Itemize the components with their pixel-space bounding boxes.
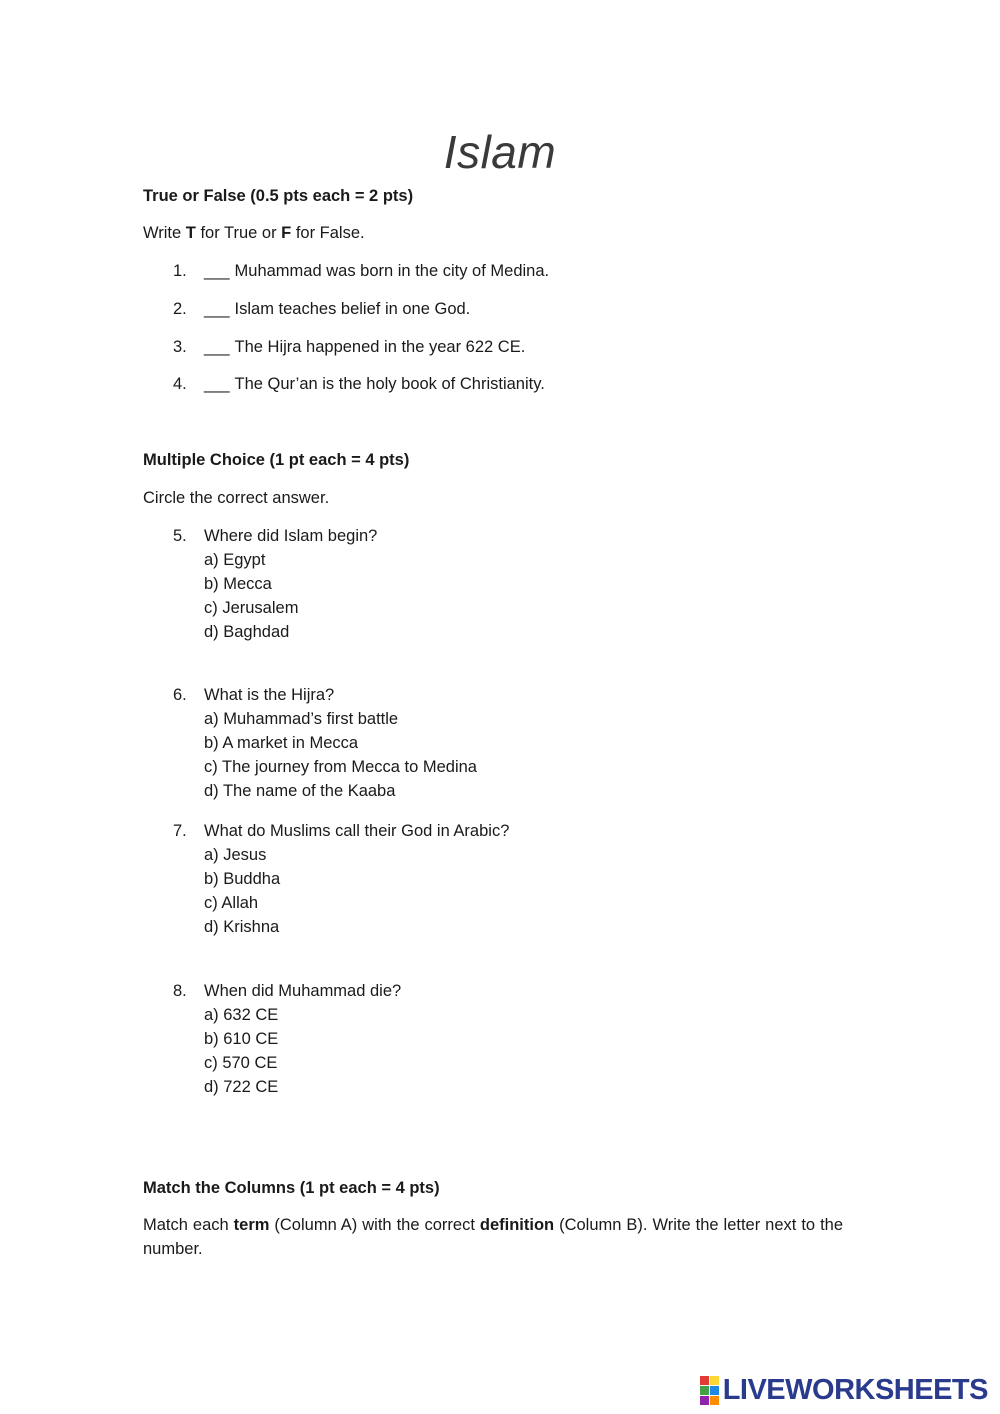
tf-question-text: Muhammad was born in the city of Medina.	[234, 262, 550, 280]
tf-question-text: Islam teaches belief in one God.	[234, 300, 471, 318]
match-columns-heading: Match the Columns (1 pt each = 4 pts)	[143, 1179, 440, 1197]
mc-number: 6.	[173, 686, 187, 704]
mc-option[interactable]: d) Krishna	[204, 918, 280, 936]
tf-question-text: The Qur’an is the holy book of Christianity.	[234, 375, 545, 393]
tf-question-text: The Hijra happened in the year 622 CE.	[234, 338, 526, 356]
mc-question-text: What is the Hijra?	[204, 686, 335, 704]
mc-number: 5.	[173, 527, 187, 545]
instruction-text: for True or	[195, 224, 282, 242]
instruction-t: T	[185, 224, 196, 242]
instruction-text: (Column A) with the correct	[269, 1216, 480, 1234]
logo-text: LIVEWORKSHEETS	[722, 1373, 988, 1406]
mc-option[interactable]: b) A market in Mecca	[204, 734, 359, 752]
mc-question-text: Where did Islam begin?	[204, 527, 378, 545]
mc-option[interactable]: c) Jerusalem	[204, 599, 299, 617]
tf-question	[204, 297, 470, 321]
mc-question-text: What do Muslims call their God in Arabic?	[204, 822, 510, 840]
multiple-choice-instruction: Circle the correct answer.	[143, 489, 330, 507]
instruction-text: for False.	[291, 224, 365, 242]
mc-option[interactable]: d) 722 CE	[204, 1078, 279, 1096]
match-columns-instruction	[143, 1213, 843, 1261]
mc-number: 7.	[173, 822, 187, 840]
answer-blank[interactable]: ___	[204, 300, 229, 318]
logo-square	[700, 1376, 709, 1385]
mc-option[interactable]: a) Jesus	[204, 846, 267, 864]
logo-squares-icon	[700, 1376, 719, 1405]
mc-option[interactable]: c) Allah	[204, 894, 259, 912]
mc-option[interactable]: a) 632 CE	[204, 1006, 279, 1024]
mc-question	[204, 683, 477, 803]
mc-option[interactable]: b) Buddha	[204, 870, 281, 888]
logo-square	[710, 1396, 719, 1405]
instruction-definition: definition	[479, 1216, 555, 1234]
mc-question	[204, 979, 401, 1099]
answer-blank[interactable]: ___	[204, 262, 229, 280]
tf-number: 2.	[173, 300, 187, 318]
liveworksheets-logo	[700, 1374, 988, 1406]
mc-option[interactable]: d) The name of the Kaaba	[204, 782, 396, 800]
mc-number: 8.	[173, 982, 187, 1000]
answer-blank[interactable]: ___	[204, 338, 229, 356]
tf-question	[204, 372, 545, 396]
logo-square	[700, 1396, 709, 1405]
tf-question	[204, 335, 525, 359]
true-false-heading: True or False (0.5 pts each = 2 pts)	[143, 187, 414, 205]
mc-option[interactable]: a) Muhammad’s first battle	[204, 710, 399, 728]
mc-option[interactable]: c) 570 CE	[204, 1054, 278, 1072]
true-false-instruction	[143, 221, 365, 245]
instruction-term: term	[233, 1216, 270, 1234]
mc-option[interactable]: c) The journey from Mecca to Medina	[204, 758, 477, 776]
instruction-text: (Column B). Write the letter next to the number.	[143, 1216, 844, 1258]
mc-option[interactable]: b) Mecca	[204, 575, 272, 593]
mc-question-text: When did Muhammad die?	[204, 982, 402, 1000]
mc-question	[204, 524, 377, 644]
logo-square	[710, 1386, 719, 1395]
mc-option[interactable]: d) Baghdad	[204, 623, 290, 641]
instruction-text: Write	[143, 224, 186, 242]
tf-question	[204, 259, 549, 283]
mc-question	[204, 819, 509, 939]
mc-option[interactable]: b) 610 CE	[204, 1030, 279, 1048]
multiple-choice-heading: Multiple Choice (1 pt each = 4 pts)	[143, 451, 410, 469]
answer-blank[interactable]: ___	[204, 375, 229, 393]
logo-square	[710, 1376, 719, 1385]
mc-option[interactable]: a) Egypt	[204, 551, 266, 569]
tf-number: 1.	[173, 262, 187, 280]
tf-number: 3.	[173, 338, 187, 356]
logo-square	[700, 1386, 709, 1395]
instruction-text: Match each	[143, 1216, 234, 1234]
tf-number: 4.	[173, 375, 187, 393]
instruction-f: F	[281, 224, 292, 242]
page-title: Islam	[443, 126, 557, 178]
